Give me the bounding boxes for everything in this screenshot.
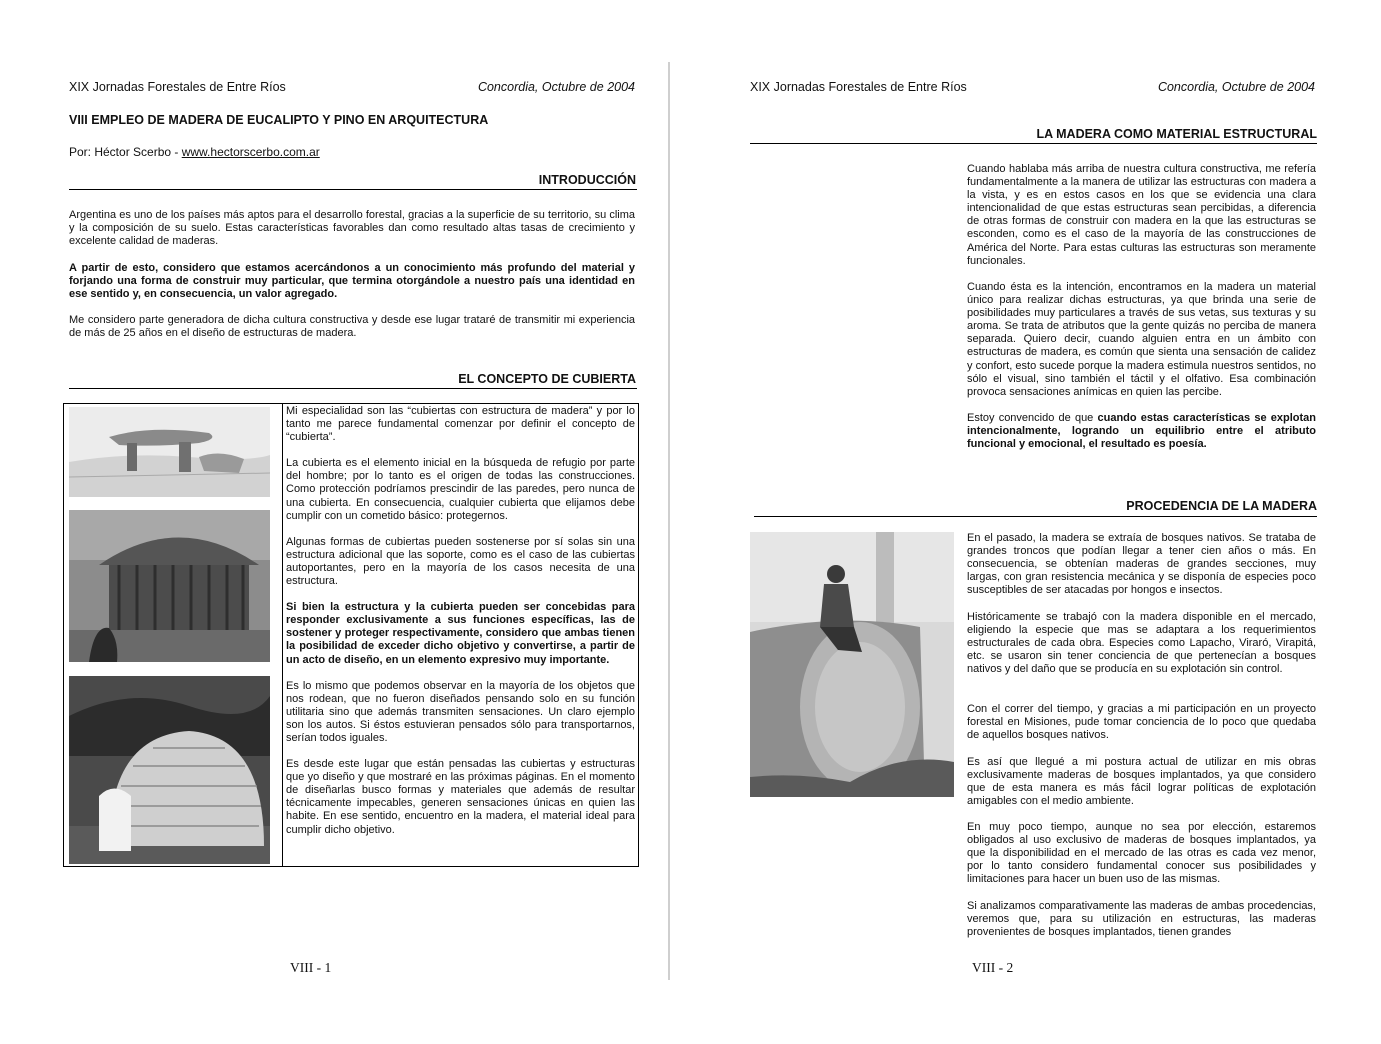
author-line bbox=[69, 145, 320, 159]
rule-concepto-cubierta bbox=[69, 388, 637, 389]
cubierta-box bbox=[63, 403, 639, 867]
rule-procedencia bbox=[754, 516, 1317, 517]
dolmen-photo bbox=[69, 407, 270, 497]
procedencia-paragraph-1: En el pasado, la madera se extraía de bosques nativos. Se trataba de grandes troncos que podían llegar a tener cien años o más. En consecuencia, se obtenían maderas de grandes secciones, muy largas, con gran resistencia mecánica y se disponía de especies poco susceptibles de ser atacadas por hongos e insectos. bbox=[967, 532, 1316, 597]
author-website-link[interactable]: www.hectorscerbo.com.ar bbox=[181, 145, 320, 159]
procedencia-paragraph-6: Si analizamos comparativamente las maderas de ambas procedencias, veremos que, para su utilización en estructuras, las maderas provenientes de bosques implantados, tienen grandes bbox=[967, 900, 1316, 939]
header-place-date-right: Concordia, Octubre de 2004 bbox=[1157, 80, 1315, 94]
author-prefix: Por: Héctor Scerbo - bbox=[69, 145, 182, 159]
intro-paragraph-1: Argentina es uno de los países más aptos para el desarrollo forestal, gracias a la superficie de su territorio, su clima y la composición de su suelo. Estas características favorables dan como resultado altas tasas de crecimiento y excelente calidad de maderas. bbox=[69, 209, 635, 248]
page-number-1: VIII - 1 bbox=[290, 960, 332, 975]
header-event: XIX Jornadas Forestales de Entre Ríos bbox=[69, 80, 286, 94]
box-separator bbox=[282, 404, 283, 866]
cubierta-paragraph-6: Es desde este lugar que están pensadas las cubiertas y estructuras que yo diseño y que mostraré en las próximas páginas. En el momento de diseñarlas busco formas y materiales que además de resultar técnicamente impecables, generen sensaciones únicas en quien las habite. En ese sentido, encuentro en la madera, el material ideal para cumplir dicho objetivo. bbox=[286, 758, 635, 836]
igloo-photo bbox=[69, 676, 270, 864]
heading-procedencia: PROCEDENCIA DE LA MADERA bbox=[1126, 499, 1317, 513]
estructural-paragraph-1: Cuando hablaba más arriba de nuestra cultura constructiva, me refería fundamentalmente a la manera de utilizar las estructuras con madera a la vista, y es en estos casos en los que se evidencia una clara intencionalidad de que estas estructuras sean percibidas, a diferencia de otras formas de construir con madera en la que las estructuras se esconden, como es el caso de la mayoría de las construcciones de América del Norte. Para estas culturas las estructuras son meramente funcionales. bbox=[967, 163, 1316, 267]
header-event-right: XIX Jornadas Forestales de Entre Ríos bbox=[750, 80, 967, 94]
heading-concepto-cubierta: EL CONCEPTO DE CUBIERTA bbox=[458, 372, 636, 386]
heading-introduccion: INTRODUCCIÓN bbox=[538, 173, 636, 187]
rule-material-estructural bbox=[750, 143, 1317, 144]
cubierta-text-column bbox=[286, 405, 635, 837]
estructural-paragraph-3 bbox=[967, 412, 1316, 451]
chapter-title: VIII EMPLEO DE MADERA DE EUCALIPTO Y PINO EN ARQUITECTURA bbox=[69, 113, 489, 127]
page-number-2: VIII - 2 bbox=[972, 960, 1014, 975]
procedencia-paragraph-3: Con el correr del tiempo, y gracias a mi participación en un proyecto forestal en Misiones, pude tomar conciencia de lo poco que quedaba de aquellos bosques nativos. bbox=[967, 703, 1316, 742]
page-left bbox=[0, 0, 668, 1044]
procedencia-paragraph-4: Es así que llegué a mi postura actual de utilizar en mis obras exclusivamente maderas de bosques implantados, ya que considero que de esta manera es más fácil lograr políticas de explotación amigables con el medio ambiente. bbox=[967, 756, 1316, 808]
rule-introduccion bbox=[69, 189, 637, 190]
estructural-paragraph-3-bold: cuando estas características se explotan intencionalmente, logrando un equilibrio entre el atributo funcional y emocional, el resultado es poesía. bbox=[967, 412, 1316, 451]
procedencia-paragraph-2: Históricamente se trabajó con la madera disponible en el mercado, eligiendo la especie que mas se adaptara a los requerimientos estructurales de cada obra. Especies como Lapacho, Viraró, Virapitá, etc. se usaron sin tener conciencia de que pertenecían a bosques nativos y del daño que se producía en su explotación sin control. bbox=[967, 611, 1316, 676]
cubierta-paragraph-4: Si bien la estructura y la cubierta pueden ser concebidas para responder exclusivamente a sus funciones específicas, las de sostener y proteger respectivamente, considero que ambas tienen la posibilidad de exceder dicho objetivo y convertirse, a partir de un acto de diseño, en un elemento expresivo muy importante. bbox=[286, 601, 635, 666]
intro-paragraph-2: A partir de esto, considero que estamos acercándonos a un conocimiento más profundo del material y forjando una forma de construir muy particular, que termina otorgándole a nuestro país una identidad en ese sentido y, en consecuencia, un valor agregado. bbox=[69, 262, 635, 301]
cubierta-paragraph-3: Algunas formas de cubiertas pueden sostenerse por sí solas sin una estructura adicional que las soporte, como es el caso de las cubiertas autoportantes, pero en la mayoría de los casos necesita de una estructura. bbox=[286, 535, 635, 588]
log-man-photo bbox=[750, 532, 954, 797]
intro-paragraph-3: Me considero parte generadora de dicha cultura constructiva y desde ese lugar trataré de transmitir mi experiencia de más de 25 años en el diseño de estructuras de madera. bbox=[69, 314, 635, 340]
heading-material-estructural: LA MADERA COMO MATERIAL ESTRUCTURAL bbox=[1036, 127, 1317, 141]
cubierta-paragraph-2: La cubierta es el elemento inicial en la búsqueda de refugio por parte del hombre; por lo tanto es el origen de todas las construcciones. Como protección podríamos prescindir de las paredes, pero nunca de una cubierta. En consecuencia, cualquier cubierta que elijamos debe cumplir con un cometido básico: protegernos. bbox=[286, 457, 635, 522]
hut-photo bbox=[69, 510, 270, 662]
header-place-date: Concordia, Octubre de 2004 bbox=[477, 80, 635, 94]
estructural-paragraph-3-normal: Estoy convencido de que bbox=[967, 412, 1098, 424]
cubierta-paragraph-1: Mi especialidad son las “cubiertas con estructura de madera” y por lo tanto me parece fundamental comenzar por definir el concepto de “cubierta”. bbox=[286, 405, 635, 444]
procedencia-paragraph-5: En muy poco tiempo, aunque no sea por elección, estaremos obligados al uso exclusivo de maderas de bosques implantados, ya que la disponibilidad en el mercado de las otras es cada vez menor, por lo tanto considero fundamental conocer sus posibilidades y limitaciones para hacer un buen uso de las mismas. bbox=[967, 821, 1316, 886]
page-right bbox=[670, 0, 1381, 1044]
cubierta-paragraph-5: Es lo mismo que podemos observar en la mayoría de los objetos que nos rodean, que no fueron diseñados pensando solo en su función utilitaria sino que además transmiten sensaciones. Un claro ejemplo son los autos. Si éstos estuvieran pensados sólo para transportarnos, serían todos iguales. bbox=[286, 679, 635, 744]
estructural-paragraph-2: Cuando ésta es la intención, encontramos en la madera un material único para realizar dichas estructuras, ya que brinda una serie de posibilidades muy particulares a través de sus vetas, sus texturas y su aroma. Se trata de atributos que la gente quizás no perciba de manera separada. Quiero decir, cuando alguien entra en un ámbito con estructuras de madera, es común que sienta una sensación de calidez y confort, esto sucede porque la madera estimula nuestros sentidos, no sólo el visual, sino también el táctil y el olfativo. Esa combinación provoca sensaciones anímicas en quien las percibe. bbox=[967, 281, 1316, 398]
